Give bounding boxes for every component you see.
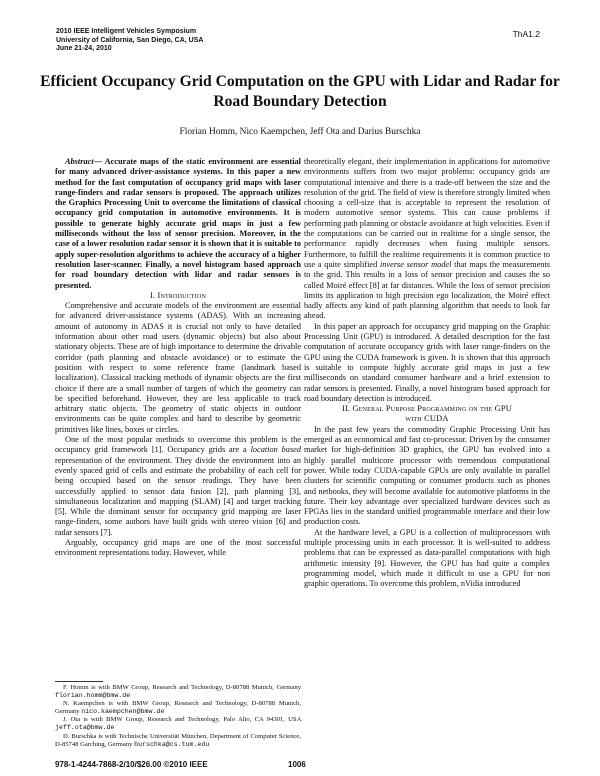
email-homm[interactable]: florian.homm@bmw.de bbox=[55, 692, 131, 700]
abstract-text: — Accurate maps of the static environment are essential for many advanced driver-assistance systems. In this paper a new method for the fast computation of occupancy grid maps with laser range-finders and radar sensors is proposed. The approach utilizes the Graphics Processing Unit to overcome the limitations of classical occupancy grid computation in automotive environments. It is possible to generate highly accurate grid maps in just a few milliseconds without the loss of sensor precision. Moreover, in the case of a lower resolution radar sensor it is shown that it is suitable to apply super-resolution algorithms to achieve the accuracy of a higher resolution laser-scanner. Finally, a novel histogram based approach for road boundary detection with lidar and radar sensors is presented. bbox=[55, 157, 301, 290]
intro-paragraph-4: theoretically elegant, their implementation in applications for automotive environments suffers from two major problems: occupancy grids are computational intensive and there is a trade-off between the size and the resolution of the grid. The field of view is therefore strongly limited when choosing a cell-size that is acceptable to represent the resolution of modern automotive sensor systems. This can cause problems if performing path planning or obstacle avoidance at high velocities. Even if the computations can be carried out in realtime for a single sensor, the performance rapidly decreases when fusing multiple sensors. Furthermore, to fulfill the realtime requirements it is common practice to use a quite simplified inverse sensor model that maps the measurements to the grid. This results in a loss of sensor precision and causes the so called Moiré effect [8] at far distances. While the loss of sensor precision limits its application to high precision ego localization, the Moiré effect badly affects any kind of path planning algorithm that needs to look far ahead. bbox=[304, 157, 550, 321]
section-heading-introduction: I. Introduction bbox=[149, 290, 207, 300]
conference-name: 2010 IEEE Intelligent Vehicles Symposium bbox=[56, 28, 197, 35]
intro-paragraph-1: Comprehensive and accurate models of the environment are essential for advanced driver-assistance systems (ADAS). With an increasing amount of autonomy in ADAS it is crucial not only to have detailed information about other road users (dynamic objects) but also about stationary objects. These are of high importance to determine the drivable corridor (path planning and obstacle avoidance) or to estimate the position with respect to some reference frame (landmark based localization). Classical tracking methods of dynamic objects are the first choice if there are a small number of targets of which the geometry can be specified beforehand. However, they are less applicable to track arbitrary static objects. The geometry of static objects in outdoor environments can be quite complex and hard to describe by geometric primitives like lines, boxes or circles. bbox=[55, 301, 301, 434]
conference-header bbox=[56, 28, 203, 54]
right-column bbox=[304, 157, 550, 589]
author-list: Florian Homm, Nico Kaempchen, Jeff Ota and Darius Burschka bbox=[179, 127, 421, 137]
left-column bbox=[55, 157, 301, 559]
footnote-homm: F. Homm is with BMW Group, Research and Technology, D-80788 Munich, Germany florian.homm@bmw.de bbox=[55, 684, 301, 700]
email-kaempchen[interactable]: nico.kaempchen@bmw.de bbox=[81, 708, 165, 716]
page-number: 1006 bbox=[288, 760, 306, 769]
footnote-burschka: D. Burschka is with Technische Universität München, Department of Computer Science, D-85748 Garching, Germany burschka@cs.tum.edu bbox=[55, 732, 301, 748]
abstract-label: Abstract bbox=[65, 157, 94, 166]
gpu-paragraph-1: In the past few years the commodity Graphic Processing Unit has emerged as an economical and fast co-processor. Driven by the consumer market for high-definition 3D graphics, the GPU has evolved into a highly parallel multicore processor with tremendous computational power. While today CUDA-capable GPUs are only available in parallel clusters for scientific computing or consumer products such as phones and netbooks, they will become available for automotive platforms in the future. Their key advantage over specialized hardware devices such as FPGAs lies in the standard unified programmable interface and their low production costs. bbox=[304, 424, 550, 527]
footnote-ota: J. Ota is with BMW Group, Research and Technology, Palo Alto, CA 94301, USA jeff.ota@bmw.de bbox=[55, 716, 301, 732]
intro-paragraph-5: In this paper an approach for occupancy grid mapping on the Graphic Processing Unit (GPU) is introduced. A detailed description for the fast computation of accurate occupancy grids with laser range-finders on the GPU using the CUDA framework is given. It is shown that this approach is suitable to compute highly accurate grid maps in just a few milliseconds on standard consumer hardware and a brief extension to radar sensors is presented. Finally, a novel histogram based approach for road boundary detection is introduced. bbox=[304, 321, 550, 403]
conference-venue: University of California, San Diego, CA, USA bbox=[56, 36, 204, 44]
intro-paragraph-3: Arguably, occupancy grid maps are one of the most successful environment representations today. However, while bbox=[55, 537, 301, 558]
email-burschka[interactable]: burschka@cs.tum.edu bbox=[134, 740, 210, 748]
paper-title: Efficient Occupancy Grid Computation on the GPU with Lidar and Radar for Road Boundary Detection bbox=[40, 73, 560, 110]
conference-dates: June 21-24, 2010 bbox=[56, 45, 112, 53]
intro-paragraph-2: One of the most popular methods to overcome this problem is the occupancy grid framework [1]. Occupancy grids are a location based representation of the environment. They divide the environment into an evenly spaced grid of cells and estimate the probability of each cell for being occupied based on the sensor readings. They have been successfully applied to sensor data fusion [2], path planning [3], simultaneous localization and mapping (SLAM) [4] and target tracking [5]. While the dominant sensor for occupancy grid mapping are laser range-finders, some authors have built grids with stereo vision [6] and radar sensors [7]. bbox=[55, 435, 302, 537]
section-heading-gpu: II. General Purpose Programming on the GPU with CUDA bbox=[341, 404, 513, 424]
abstract bbox=[55, 157, 301, 291]
email-ota[interactable]: jeff.ota@bmw.de bbox=[55, 724, 115, 732]
footnote-rule bbox=[55, 681, 103, 682]
gpu-paragraph-2: At the hardware level, a GPU is a collection of multiprocessors with multiple processing units in each processor. It is well-suited to address problems that can be expressed as data-parallel computations with high arithmetic intensity [9]. However, the GPU has had quite a complex programming model, which made it difficult to use a GPU for non graphic operations. To overcome this problem, nVidia introduced bbox=[304, 527, 550, 589]
isbn-copyright: 978-1-4244-7868-2/10/$26.00 ©2010 IEEE bbox=[55, 760, 208, 769]
footnote-kaempchen: N. Kaempchen is with BMW Group, Research and Technology, D-80788 Munich, Germany nico.kaempchen@bmw.de bbox=[55, 700, 301, 716]
session-code: ThA1.2 bbox=[512, 29, 540, 39]
footnotes bbox=[55, 684, 301, 749]
